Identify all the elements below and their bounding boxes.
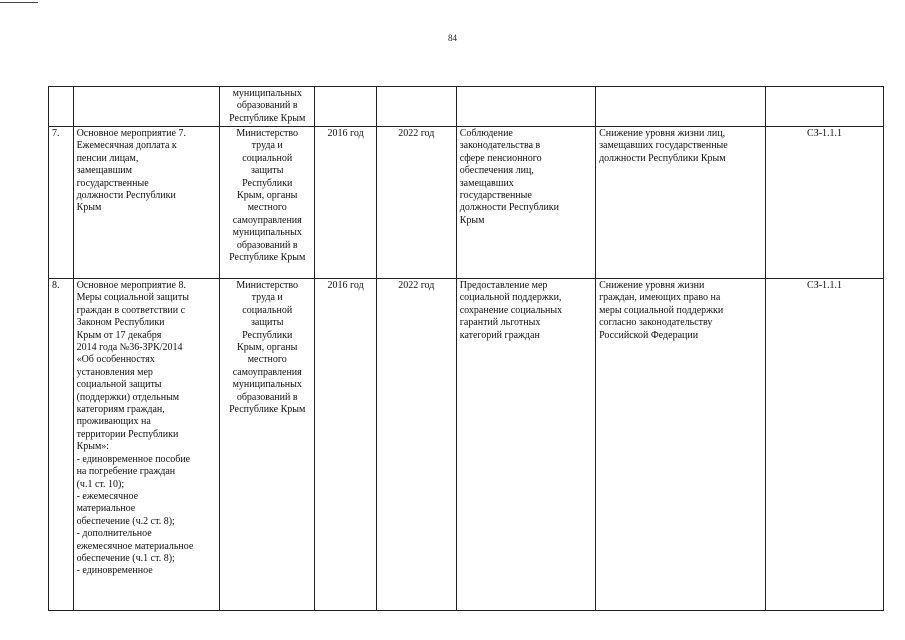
text-line: муниципальных: [232, 379, 302, 391]
text-line: замещавшим: [76, 165, 132, 177]
text-line: граждан, имеющих право на: [599, 292, 721, 304]
text-line: Крым, органы: [237, 342, 298, 354]
text-line: Крым, органы: [237, 190, 298, 202]
text-line: Российской Федерации: [599, 329, 699, 341]
text-line: муниципальных: [232, 88, 302, 99]
corner-rule: [0, 2, 38, 3]
page-number: 84: [448, 33, 457, 43]
text-line: Крым от 17 декабря: [76, 329, 162, 341]
text-line: сфере пенсионного: [459, 152, 542, 164]
text-line: - единовременное пособие: [76, 453, 191, 465]
text-line: - дополнительное: [76, 528, 152, 540]
text-line: согласно законодательству: [599, 317, 713, 329]
row-number: [49, 87, 74, 127]
text-line: Предоставление мер: [459, 280, 548, 291]
text-line: гарантий льготных: [459, 317, 541, 329]
text-line: государственные: [76, 177, 149, 189]
text-line: Снижение уровня жизни: [599, 280, 705, 291]
table-row: [49, 279, 884, 611]
text-line: установления мер: [76, 366, 153, 378]
text-line: Республике Крым: [229, 112, 306, 124]
text-line: 2014 года №36-ЗРК/2014: [76, 342, 183, 354]
text-line: самоуправления: [232, 214, 302, 226]
text-line: законодательства в: [459, 140, 541, 152]
end-date: 2022 год: [376, 127, 456, 279]
text-line: Соблюдение: [459, 128, 513, 139]
non-implementation-consequences: [596, 127, 766, 279]
row-number: 8.: [49, 279, 74, 611]
text-line: образований в: [236, 239, 298, 251]
text-line: ежемесячное материальное: [76, 540, 194, 552]
text-line: Республике Крым: [229, 252, 306, 264]
end-date: 2022 год: [376, 279, 456, 611]
text-line: замещавших: [459, 177, 514, 189]
text-line: образований в: [236, 100, 298, 112]
text-line: Крым: [459, 214, 485, 226]
indicator-link: СЗ-1.1.1: [766, 279, 884, 611]
text-line: на погребение граждан: [76, 466, 176, 478]
text-line: местного: [247, 202, 287, 214]
text-line: обеспечения лиц,: [459, 165, 534, 177]
text-line: защиты: [250, 317, 284, 329]
measure-name: [73, 87, 220, 127]
indicator-link: СЗ-1.1.1: [766, 127, 884, 279]
text-line: материальное: [76, 503, 136, 515]
responsible-executor: [220, 279, 315, 611]
non-implementation-consequences: [596, 87, 766, 127]
responsible-executor: [220, 87, 315, 127]
responsible-executor: [220, 127, 315, 279]
text-line: «Об особенностях: [76, 354, 155, 366]
indicator-link: [766, 87, 884, 127]
program-measures-table: [48, 86, 884, 611]
text-line: территории Республики: [76, 428, 179, 440]
text-line: социальной: [242, 152, 293, 164]
text-line: категориям граждан,: [76, 404, 165, 416]
text-line: проживающих на: [76, 416, 151, 428]
text-line: Крым»:: [76, 441, 110, 453]
text-line: Республики: [242, 177, 293, 189]
text-line: труда и: [251, 292, 283, 304]
expected-result: [456, 127, 595, 279]
start-date: 2016 год: [315, 127, 376, 279]
text-line: Министерство: [236, 128, 299, 139]
text-line: Меры социальной защиты: [76, 292, 189, 304]
text-line: должности Республики: [459, 202, 560, 214]
measure-name: [73, 127, 220, 279]
measure-name: [73, 279, 220, 611]
text-line: пенсии лицам,: [76, 152, 139, 164]
text-line: сохранение социальных: [459, 304, 563, 316]
text-line: муниципальных: [232, 227, 302, 239]
text-line: граждан в соответствии с: [76, 304, 186, 316]
non-implementation-consequences: [596, 279, 766, 611]
text-line: должности Республики: [76, 190, 176, 202]
text-line: категорий граждан: [459, 329, 540, 341]
text-line: Законом Республики: [76, 317, 165, 329]
expected-result: [456, 87, 595, 127]
text-line: должности Республики Крым: [599, 152, 726, 164]
text-line: местного: [247, 354, 287, 366]
text-line: Республики: [242, 329, 293, 341]
start-date: [315, 87, 376, 127]
end-date: [376, 87, 456, 127]
text-line: защиты: [250, 165, 284, 177]
text-line: государственные: [459, 190, 532, 202]
row-number: 7.: [49, 127, 74, 279]
text-line: социальной защиты: [76, 379, 162, 391]
text-line: образований в: [236, 391, 298, 403]
text-line: (поддержки) отдельным: [76, 391, 180, 403]
text-line: Крым: [76, 202, 102, 214]
expected-result: [456, 279, 595, 611]
text-line: Снижение уровня жизни лиц,: [599, 128, 726, 139]
text-line: Министерство: [236, 280, 299, 291]
text-line: социальной поддержки,: [459, 292, 562, 304]
text-line: замещавших государственные: [599, 140, 728, 152]
table-row: [49, 87, 884, 127]
table-row: [49, 127, 884, 279]
text-line: Республике Крым: [229, 404, 306, 416]
text-line: меры социальной поддержки: [599, 304, 724, 316]
text-line: самоуправления: [232, 366, 302, 378]
text-line: Основное мероприятие 8.: [76, 280, 186, 291]
text-line: обеспечение (ч.2 ст. 8);: [76, 515, 175, 527]
text-line: социальной: [242, 304, 293, 316]
text-line: труда и: [251, 140, 283, 152]
text-line: Ежемесячная доплата к: [76, 140, 177, 152]
start-date: 2016 год: [315, 279, 376, 611]
text-line: обеспечение (ч.1 ст. 8);: [76, 552, 175, 564]
text-line: - единовременное: [76, 565, 153, 577]
text-line: - ежемесячное: [76, 490, 139, 502]
text-line: (ч.1 ст. 10);: [76, 478, 125, 490]
text-line: Основное мероприятие 7.: [76, 128, 186, 139]
